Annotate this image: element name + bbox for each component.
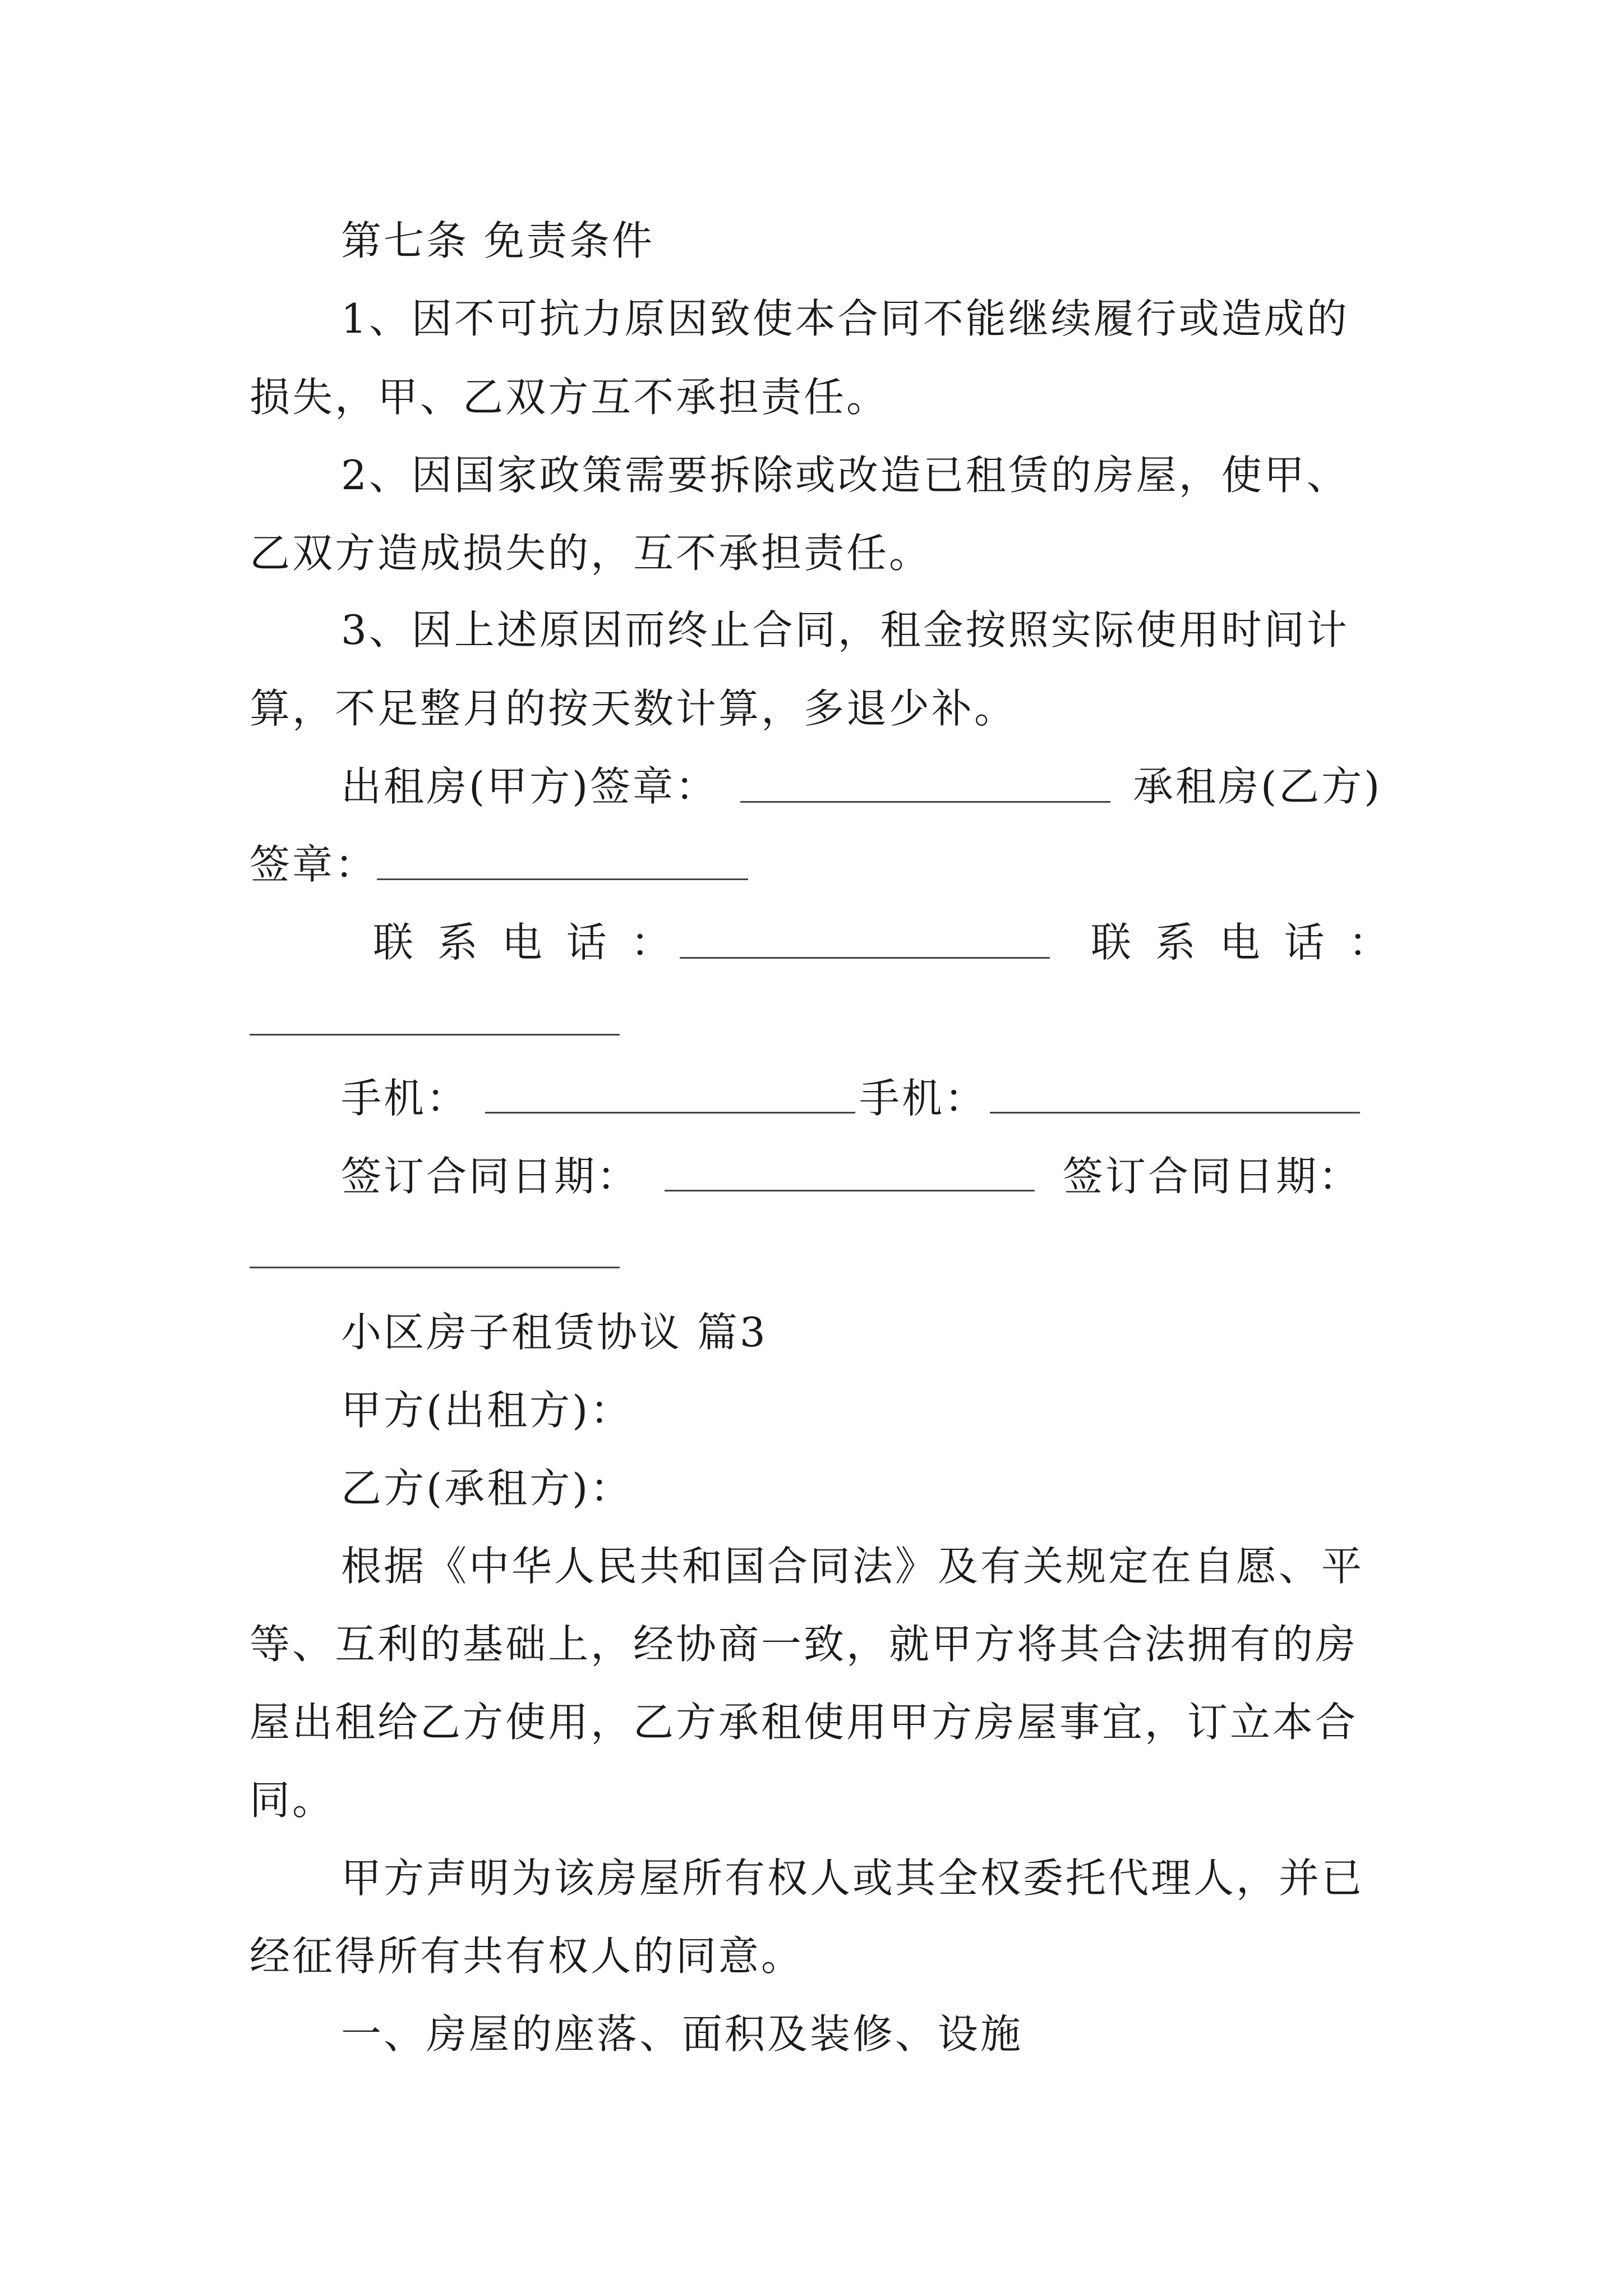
lessee-signature-label-cont: 签章： xyxy=(250,841,378,888)
lessee-signature-blank xyxy=(377,878,748,880)
lessee-mobile-blank xyxy=(990,1112,1360,1114)
clause-3-line-2: 算，不足整月的按天数计算，多退少补。 xyxy=(250,685,1017,732)
preamble-line-2: 等、互利的基础上，经协商一致，就甲方将其合法拥有的房 xyxy=(250,1621,1358,1668)
lessor-signature-blank xyxy=(740,801,1110,803)
lessee-sign-date-blank xyxy=(250,1267,620,1268)
section-1-heading: 一、房屋的座落、面积及装修、设施 xyxy=(341,2010,1023,2058)
clause-1-line-1: 1、因不可抗力原因致使本合同不能继续履行或造成的 xyxy=(341,295,1349,342)
lessor-sign-date-label: 签订合同日期： xyxy=(341,1153,640,1200)
lessor-sign-date-blank xyxy=(665,1190,1035,1191)
clause-2-line-1: 2、因国家政策需要拆除或改造已租赁的房屋，使甲、 xyxy=(341,452,1349,499)
lessor-phone-label: 联 系 电 话 ： xyxy=(373,919,677,966)
lessor-phone-blank xyxy=(680,957,1050,959)
lessor-mobile-label: 手机： xyxy=(341,1075,469,1122)
lessee-signature-label: 承租房(乙方) xyxy=(1133,763,1382,810)
lessee-sign-date-label: 签订合同日期： xyxy=(1063,1153,1362,1200)
clause-2-line-2: 乙双方造成损失的，互不承担责任。 xyxy=(250,530,932,577)
clause-3-line-1: 3、因上述原因而终止合同，租金按照实际使用时间计 xyxy=(341,606,1349,654)
lessee-mobile-label: 手机： xyxy=(859,1075,988,1122)
article-7-title: 第七条 免责条件 xyxy=(341,217,654,264)
preamble-line-4: 同。 xyxy=(250,1777,335,1824)
lessee-phone-blank xyxy=(250,1034,620,1036)
preamble-line-3: 屋出租给乙方使用，乙方承租使用甲方房屋事宜，订立本合 xyxy=(250,1699,1358,1746)
lessor-signature-label: 出租房(甲方)签章： xyxy=(341,763,718,810)
lessor-mobile-blank xyxy=(485,1112,855,1114)
lessee-phone-label: 联 系 电 话 ： xyxy=(1091,919,1395,966)
declaration-line-1: 甲方声明为该房屋所有权人或其全权委托代理人，并已 xyxy=(341,1855,1364,1902)
clause-1-line-2: 损失，甲、乙双方互不承担责任。 xyxy=(250,374,889,421)
declaration-line-2: 经征得所有共有权人的同意。 xyxy=(250,1932,804,1980)
party-a-label: 甲方(出租方)： xyxy=(341,1387,633,1434)
preamble-line-1: 根据《中华人民共和国合同法》及有关规定在自愿、平 xyxy=(341,1543,1364,1590)
section-3-title: 小区房子租赁协议 篇3 xyxy=(341,1309,768,1356)
party-b-label: 乙方(承租方)： xyxy=(341,1465,633,1512)
